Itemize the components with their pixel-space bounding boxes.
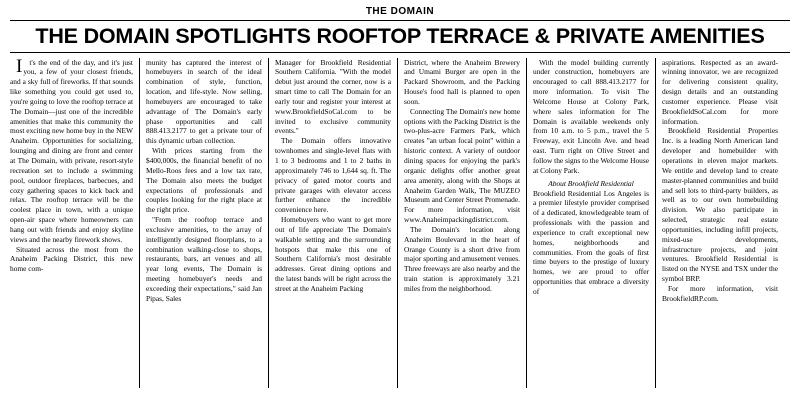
paragraph: Homebuyers who want to get more out of life appreciate The Domain's walkable setting and the surrounding hotspots that make this one of Southern California's most desirable addresses. Great dining options and the latest bands will be right across the street at the Anaheim Packing	[275, 215, 391, 293]
drop-cap: I	[16, 55, 23, 77]
headline-divider	[10, 52, 790, 53]
paragraph: Manager for Brookfield Residential Southern California. "With the model debut just around the corner, now is a smart time to call The Domain for an early tour and register your interest at www.BrookfieldSoCal.com to be invited to exclusive community events."	[275, 57, 391, 136]
paragraph: aspirations. Respected as an award-winning innovator, we are recognized for delivering consistent quality, design details and an outstanding customer experience. Please visit BrookfieldSoCal.com for more information.	[662, 57, 778, 126]
paragraph: The Domain's location along Anaheim Boulevard in the heart of Orange County is a short drive from major sporting and amusement venues. Three freeways are also nearby and the train station is approximately 3.21 miles from the neighborhood.	[404, 224, 520, 293]
paragraph: Brookfield Residential Properties Inc. is a leading North American land developer and homebuilder with operations in eleven major markets. We entitle and develop land to create master-planned communities and build and sell lots to third-party builders, as well as to our own homebuilding division. We also participate in selected, strategic real estate opportunities, including infill projects, mixed-use developments, infrastructure projects, and joint ventures. Brookfield Residential is listed on the NYSE and TSX under the symbol BRP.	[662, 126, 778, 284]
subheading-about-brookfield: About Brookfield Residential	[548, 178, 634, 188]
paragraph	[10, 55, 133, 245]
article-column-5	[526, 58, 655, 388]
article-columns	[10, 55, 790, 388]
page-headline: THE DOMAIN SPOTLIGHTS ROOFTOP TERRACE & PRIVATE AMENITIES	[35, 24, 765, 48]
paragraph: munity has captured the interest of homebuyers in search of the ideal combination of style, function, location, and life-style. Now selling, homebuyers are encouraged to take advantage of The Domain's early phase opportunities and call 888.413.2177 to get a private tour of this dynamic urban collection.	[146, 57, 262, 146]
paragraph-text: t's the end of the day, and it's just you, a few of your closest friends, and a sky full of fireworks. If that sounds like something you could get used to, you're going to love the rooftop terrace at The Domain—just one of the incredible amenities that make this community the most exciting new home buy in the NEW Anaheim. Opportunities for socializing, lounging and dining are front and center at The Domain, with private, resort-style recreation set to include a swimming pool, outdoor fireplaces, barbecues, and cozy gathering spaces to kick back and relax. The rooftop terrace will be the coolest place in town, with a unique open-air space where homeowners can hang out with friends and enjoy skyline views and the nearby firework shows.	[10, 57, 133, 244]
paragraph: With prices starting from the $400,000s, the financial benefit of no Mello-Roos fees and a low tax rate, The Domain also meets the budget expectations of professionals and couples looking for the right place at the right price.	[146, 146, 262, 215]
article-column-2	[139, 58, 268, 388]
paragraph: Connecting The Domain's new home options with the Packing District is the two-plus-acre Farmers Park, which creates "an urban focal point" within a historic context. A variety of outdoor dining spaces for enjoying the park's organic delights offer another great area amenity, along with the Shops at Anaheim Garden Walk, The MUZEO Museum and Center Street Promenade. For more information, visit www.Anaheimpackingdistrict.com.	[404, 106, 520, 225]
paragraph: The Domain offers innovative townhomes and single-level flats with 1 to 3 bedrooms and 1 to 2 baths in approximately 746 to 1,644 sq. ft. The privacy of gated motor courts and private garages with elevator access further enhance the incredible convenience here.	[275, 136, 391, 215]
masthead-divider	[10, 20, 790, 21]
paragraph: District, where the Anaheim Brewery and Umami Burger are open in the Packard Showroom, and the Packing House's food hall is planned to open soon.	[404, 57, 520, 106]
article-column-1	[10, 55, 139, 388]
article-column-3	[268, 58, 397, 388]
paragraph: Situated across the most from the Anaheim Packing District, this new home com-	[10, 244, 133, 274]
article-column-4	[397, 58, 526, 388]
masthead-title: THE DOMAIN	[365, 6, 435, 17]
paragraph: "From the rooftop terrace and exclusive amenities, to the array of intelligently designed floorplans, to a combination walking-close to shops, restaurants, bars, art venues and all year long events, The Domain is meeting homebuyer's needs and exceeding their expectations," said Jan Pipas, Sales	[146, 215, 262, 303]
paragraph: For more information, visit BrookfieldRP.com.	[662, 283, 778, 303]
article-column-6	[655, 58, 784, 388]
paragraph: With the model building currently under construction, homebuyers are encouraged to call 888.413.2177 for more information. To visit The Welcome House at Colony Park, where sales information for The Domain is available weekends only from 10 a.m. to 5 p.m., travel the 5 Freeway, exit Lincoln Ave. and head east. Turn right on Olive Street and follow the signs to the Welcome House at Colony Park.	[533, 57, 649, 175]
paragraph: Brookfield Residential Los Angeles is a premier lifestyle provider comprised of a dedicated, knowledgeable team of professionals with the passion and experience to craft exceptional new homes, neighborhoods and communities. From the goals of first time buyers to the prestige of luxury homes, we are proud to offer opportunities that embrace a diversity of	[533, 188, 649, 296]
